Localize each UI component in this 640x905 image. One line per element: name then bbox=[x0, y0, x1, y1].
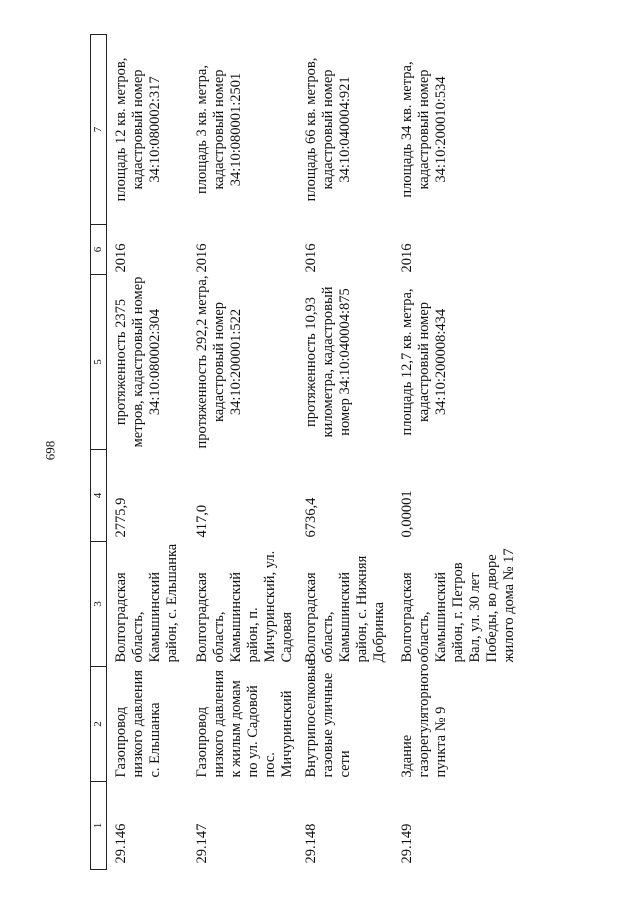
table-row bbox=[107, 35, 189, 870]
row-number: 29.147 bbox=[194, 823, 210, 864]
object-address: Волгоградская область, Камышинский район, с. Нижняя Добринка bbox=[303, 555, 387, 663]
object-value: 6736,4 bbox=[303, 497, 319, 538]
object-characteristics: площадь 12,7 кв. метра, кадастровый номер 34:10:200008:434 bbox=[399, 288, 449, 436]
object-address: Волгоградская область, Камышинский район, г. Петров Вал, ул. 30 лет Победы, во дворе жилого дома № 17 bbox=[399, 548, 517, 663]
page-number: 698 bbox=[42, 440, 58, 461]
object-name: Газопровод низкого давления к жилым домам по ул. Садовой пос. Мичуринский bbox=[194, 669, 295, 778]
table-row bbox=[297, 35, 393, 870]
object-address: Волгоградская область, Камышинский район, п. Мичуринский, ул. Садовая bbox=[194, 550, 295, 663]
land-plot-info: площадь 12 кв. метров, кадастровый номер 34:10:080002:317 bbox=[113, 57, 163, 202]
header-col-5: 5 bbox=[91, 275, 107, 450]
header-col-2: 2 bbox=[91, 667, 107, 782]
object-value: 417,0 bbox=[194, 504, 210, 538]
rotated-page-content bbox=[90, 35, 575, 870]
header-col-3: 3 bbox=[91, 542, 107, 667]
header-col-4: 4 bbox=[91, 450, 107, 542]
table-row bbox=[188, 35, 297, 870]
object-year: 2016 bbox=[399, 243, 415, 273]
object-address: Волгоградская область, Камышинский район, с. Ельшанка bbox=[113, 543, 180, 663]
row-number: 29.146 bbox=[113, 823, 129, 864]
row-number: 29.148 bbox=[303, 823, 319, 864]
object-name: Здание газорегуляторного пункта № 9 bbox=[399, 663, 449, 778]
table-row bbox=[393, 35, 518, 870]
header-col-7: 7 bbox=[91, 35, 107, 225]
table-header-row bbox=[91, 35, 107, 870]
object-year: 2016 bbox=[113, 243, 129, 273]
object-characteristics: протяженность 292,2 метра, кадастровый номер 34:10:200001:522 bbox=[194, 275, 244, 449]
object-value: 0,00001 bbox=[399, 490, 415, 538]
property-table bbox=[90, 34, 518, 870]
land-plot-info: площадь 34 кв. метра, кадастровый номер 34:10:200010:534 bbox=[399, 61, 449, 198]
object-name: Газопровод низкого давления с. Ельшанка bbox=[113, 669, 163, 778]
object-value: 2775,9 bbox=[113, 497, 129, 538]
object-name: Внутрипоселковые газовые уличные сети bbox=[303, 659, 353, 778]
object-year: 2016 bbox=[194, 243, 210, 273]
land-plot-info: площадь 66 кв. метров, кадастровый номер 34:10:040004:921 bbox=[303, 57, 353, 202]
header-col-1: 1 bbox=[91, 782, 107, 870]
object-characteristics: протяженность 2375 метров, кадастровый номер 34:10:080002:304 bbox=[113, 276, 163, 448]
object-characteristics: протяженность 10,93 километра, кадастровый номер 34:10:040004:875 bbox=[303, 286, 353, 438]
row-number: 29.149 bbox=[399, 823, 415, 864]
object-year: 2016 bbox=[303, 243, 319, 273]
land-plot-info: площадь 3 кв. метра, кадастровый номер 34:10:080001:2501 bbox=[194, 65, 244, 194]
header-col-6: 6 bbox=[91, 225, 107, 275]
